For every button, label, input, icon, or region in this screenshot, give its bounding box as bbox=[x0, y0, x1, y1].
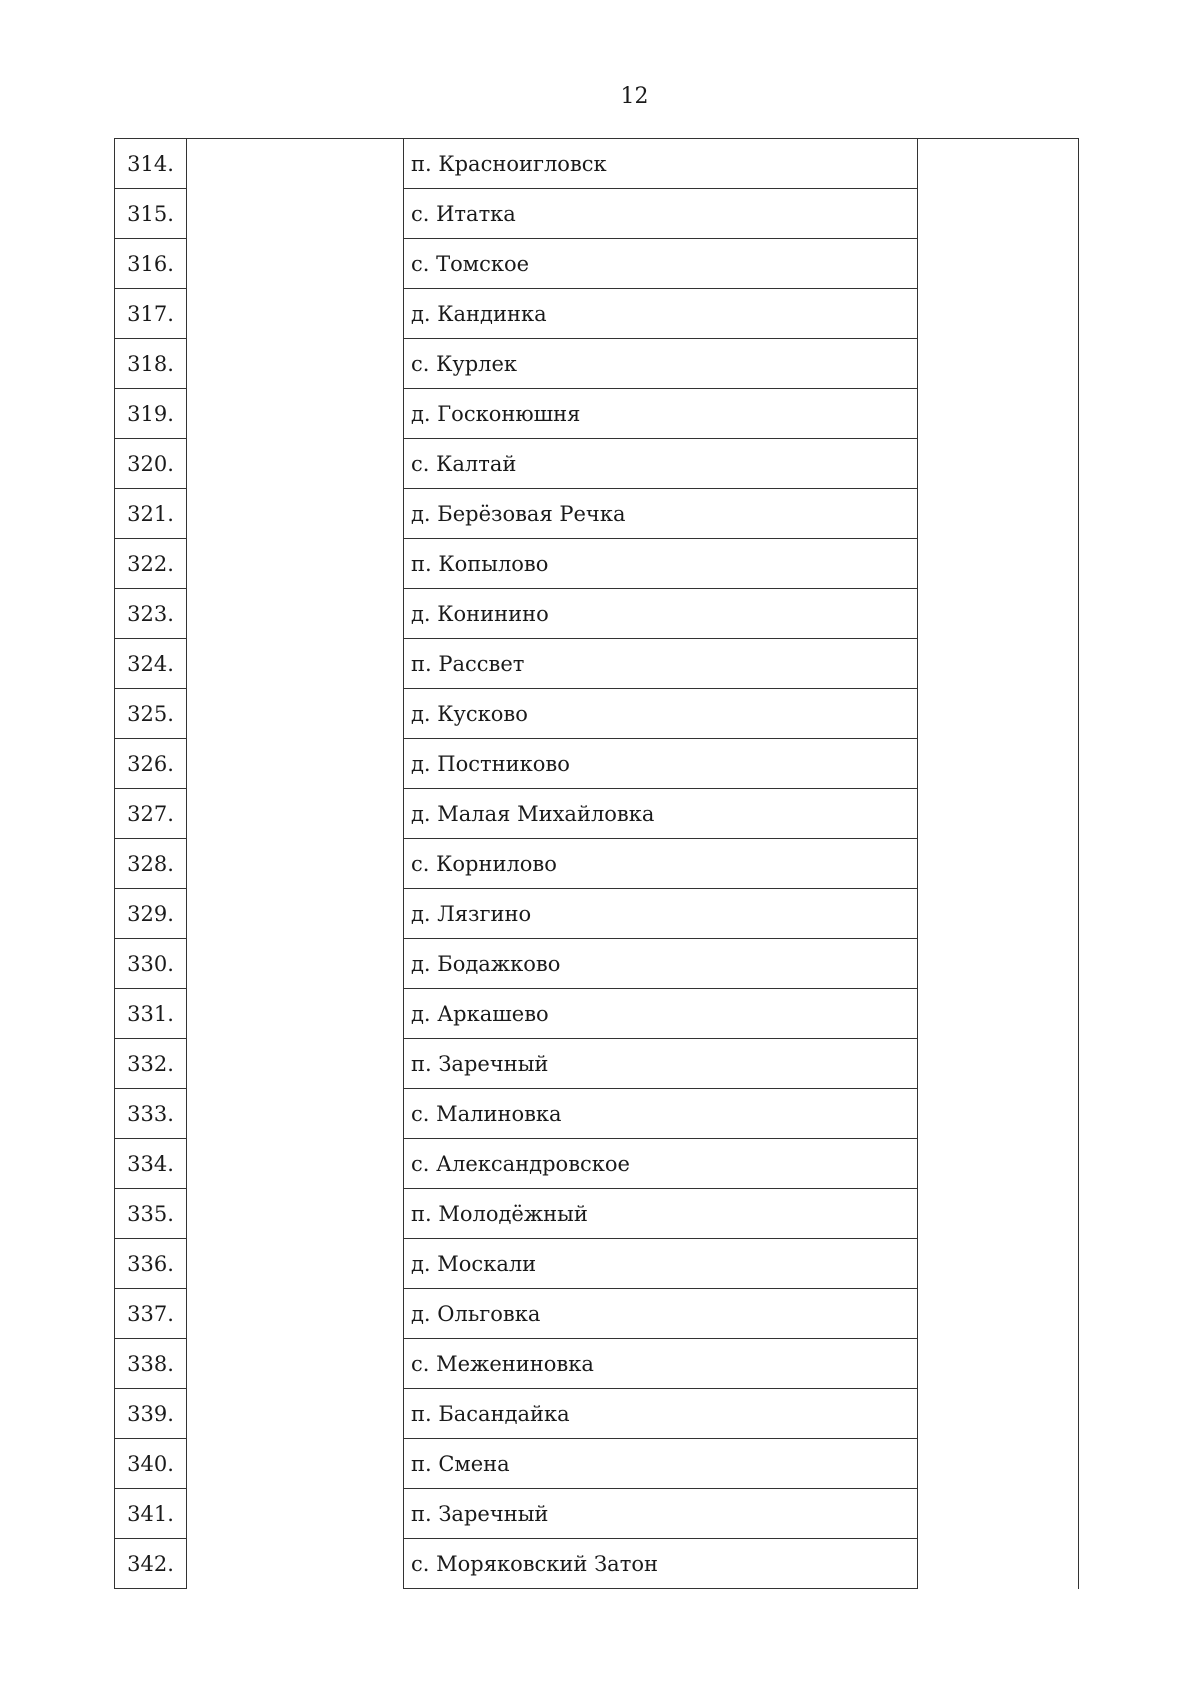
settlement-name: с. Итатка bbox=[404, 189, 918, 239]
row-number: 339. bbox=[115, 1389, 187, 1439]
settlement-name: п. Молодёжный bbox=[404, 1189, 918, 1239]
row-number: 323. bbox=[115, 589, 187, 639]
settlement-name: с. Корнилово bbox=[404, 839, 918, 889]
settlement-name: д. Берёзовая Речка bbox=[404, 489, 918, 539]
settlement-name: п. Заречный bbox=[404, 1039, 918, 1089]
row-number: 318. bbox=[115, 339, 187, 389]
merged-empty-cell-right bbox=[918, 139, 1079, 1589]
table-row bbox=[115, 139, 1079, 189]
settlement-name: д. Кандинка bbox=[404, 289, 918, 339]
settlement-name: д. Конинино bbox=[404, 589, 918, 639]
row-number: 333. bbox=[115, 1089, 187, 1139]
row-number: 316. bbox=[115, 239, 187, 289]
settlement-name: д. Кусково bbox=[404, 689, 918, 739]
settlement-name: д. Москали bbox=[404, 1239, 918, 1289]
settlement-name: п. Заречный bbox=[404, 1489, 918, 1539]
row-number: 335. bbox=[115, 1189, 187, 1239]
row-number: 317. bbox=[115, 289, 187, 339]
row-number: 342. bbox=[115, 1539, 187, 1589]
row-number: 336. bbox=[115, 1239, 187, 1289]
row-number: 338. bbox=[115, 1339, 187, 1389]
settlement-name: п. Смена bbox=[404, 1439, 918, 1489]
row-number: 322. bbox=[115, 539, 187, 589]
row-number: 331. bbox=[115, 989, 187, 1039]
settlement-name: с. Александровское bbox=[404, 1139, 918, 1189]
settlement-name: с. Межениновка bbox=[404, 1339, 918, 1389]
row-number: 329. bbox=[115, 889, 187, 939]
settlement-name: д. Лязгино bbox=[404, 889, 918, 939]
settlements-table bbox=[114, 138, 1079, 1589]
settlement-name: д. Бодажково bbox=[404, 939, 918, 989]
settlement-name: д. Постниково bbox=[404, 739, 918, 789]
settlement-name: с. Томское bbox=[404, 239, 918, 289]
settlement-name: с. Калтай bbox=[404, 439, 918, 489]
row-number: 324. bbox=[115, 639, 187, 689]
settlement-name: д. Ольговка bbox=[404, 1289, 918, 1339]
settlement-name: д. Аркашево bbox=[404, 989, 918, 1039]
settlement-name: д. Малая Михайловка bbox=[404, 789, 918, 839]
row-number: 340. bbox=[115, 1439, 187, 1489]
row-number: 328. bbox=[115, 839, 187, 889]
settlement-name: с. Малиновка bbox=[404, 1089, 918, 1139]
settlement-name: с. Курлек bbox=[404, 339, 918, 389]
row-number: 332. bbox=[115, 1039, 187, 1089]
settlement-name: п. Копылово bbox=[404, 539, 918, 589]
row-number: 319. bbox=[115, 389, 187, 439]
settlement-name: п. Рассвет bbox=[404, 639, 918, 689]
row-number: 327. bbox=[115, 789, 187, 839]
row-number: 320. bbox=[115, 439, 187, 489]
row-number: 337. bbox=[115, 1289, 187, 1339]
page-number: 12 bbox=[620, 84, 649, 109]
settlement-name: п. Басандайка bbox=[404, 1389, 918, 1439]
settlements-table-body bbox=[115, 139, 1079, 1589]
row-number: 315. bbox=[115, 189, 187, 239]
settlement-name: с. Моряковский Затон bbox=[404, 1539, 918, 1589]
row-number: 334. bbox=[115, 1139, 187, 1189]
row-number: 341. bbox=[115, 1489, 187, 1539]
row-number: 325. bbox=[115, 689, 187, 739]
row-number: 314. bbox=[115, 139, 187, 189]
row-number: 330. bbox=[115, 939, 187, 989]
row-number: 321. bbox=[115, 489, 187, 539]
merged-empty-cell-left bbox=[187, 139, 404, 1589]
settlement-name: п. Красноигловск bbox=[404, 139, 918, 189]
settlement-name: д. Госконюшня bbox=[404, 389, 918, 439]
row-number: 326. bbox=[115, 739, 187, 789]
